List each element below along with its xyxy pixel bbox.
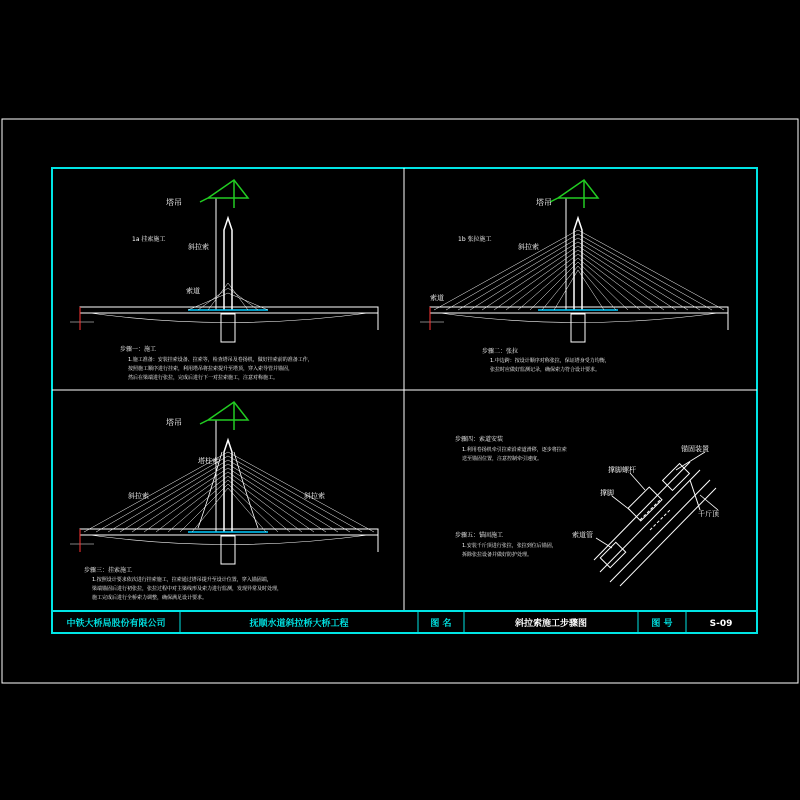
- stay-cable: [506, 254, 578, 310]
- stay-cable: [132, 468, 228, 532]
- crane-jib: [208, 180, 248, 198]
- p3-step-line-1: 1.按照设计要求依次进行挂索施工，拉索通过塔吊提升至设计位置，穿入锚固端，: [92, 577, 272, 583]
- crane-counter-jib: [200, 198, 208, 202]
- p2-step-title: 步骤二：张拉: [482, 348, 519, 355]
- p2-caption: 1b 张拉施工: [458, 236, 492, 243]
- stay-cable: [208, 283, 228, 310]
- stay-cable: [578, 246, 676, 310]
- p1-step-line-2: 按照施工顺序进行挂索，利用塔吊将拉索提升至塔顶，穿入索导管并锚固，: [128, 366, 294, 372]
- p3-step-line-3: 施工完成后进行全桥索力调整，确保满足设计要求。: [92, 595, 208, 601]
- stay-cable: [578, 238, 700, 310]
- stay-cable: [228, 283, 248, 310]
- p4-label-screw: 撑脚螺杆: [608, 466, 636, 474]
- drawing-number-label: 图 号: [651, 619, 673, 629]
- callout-pipe: [596, 538, 612, 548]
- stay-cable: [542, 266, 578, 310]
- pylon: [224, 218, 232, 310]
- stay-cable: [470, 242, 578, 310]
- crane-jib: [208, 402, 248, 420]
- stay-cable: [108, 460, 228, 532]
- stay-cable: [578, 242, 688, 310]
- drawing-number: S-09: [709, 619, 733, 629]
- p2-step-line-1: 1.中边跨：按设计顺序对称张拉，保证塔身受力均衡，: [490, 358, 610, 364]
- hanging-cable: [234, 452, 258, 528]
- panel-step-2: [420, 180, 728, 342]
- p1-step-line-1: 1.施工准备：安装挂索设备、拉索等，检查塔吊及卷扬机，做好挂索前的准备工作，: [128, 357, 313, 363]
- drawing-name: 斜拉索施工步骤图: [514, 619, 588, 629]
- p3-label-tower-cable: 塔柱索: [198, 457, 219, 465]
- pier: [221, 536, 235, 564]
- stay-cable: [494, 250, 578, 310]
- stay-cable: [482, 246, 578, 310]
- stay-cable: [144, 472, 228, 532]
- drawing-name-label: 图 名: [430, 619, 452, 629]
- p4-step1-title: 步骤四：索道安装: [455, 436, 504, 443]
- p3-step-line-2: 梁端锚固后进行初张拉，张拉过程中对主梁线形及索力进行监测，发现异常及时处理，: [92, 586, 283, 592]
- stay-cable: [156, 476, 228, 532]
- p1-label-cable: 斜拉索: [188, 243, 209, 251]
- p2-crane-label: 塔吊: [536, 198, 552, 207]
- crane-jib: [558, 180, 598, 198]
- stay-cable: [578, 254, 652, 310]
- p1-step-title: 步骤一：施工: [120, 346, 157, 353]
- stay-cable: [228, 472, 314, 532]
- p3-step-title: 步骤三：挂索施工: [84, 567, 133, 574]
- p4-label-jack: 千斤顶: [698, 510, 719, 518]
- stay-cable: [96, 456, 228, 532]
- project-name: 抚顺水道斜拉桥大桥工程: [249, 619, 349, 629]
- panel-step-1: [70, 180, 378, 342]
- p1-caption: 1a 挂索施工: [132, 236, 166, 243]
- stay-cable: [192, 488, 228, 532]
- stay-cable: [446, 234, 578, 310]
- stay-cable: [228, 476, 302, 532]
- panel-step-3: [70, 402, 378, 564]
- p1-label-track: 索道: [186, 287, 200, 295]
- crane-counter-jib: [200, 420, 208, 424]
- p4-step2-line-2: 拆除张拉设备并做好防护处理。: [462, 552, 533, 558]
- p3-label-cable-right: 斜拉索: [304, 492, 325, 500]
- callout-jack: [700, 495, 718, 510]
- p4-step1-line-2: 送至锚固位置，注意控制牵引速度。: [462, 456, 543, 462]
- p4-step2-title: 步骤五：锚固施工: [455, 532, 504, 539]
- p3-crane-label: 塔吊: [166, 418, 182, 427]
- anchor-detail-drawing: [594, 462, 716, 586]
- p1-step-line-3: 然后在梁端进行张拉，完成后进行下一对拉索施工，注意对称施工。: [128, 375, 279, 381]
- stay-cable: [578, 250, 664, 310]
- stay-cable: [578, 230, 724, 310]
- stay-cable: [228, 456, 362, 532]
- pier: [221, 314, 235, 342]
- p2-label-track: 索道: [430, 294, 444, 302]
- stay-cable: [578, 234, 712, 310]
- p4-label-anchor: 锚固装置: [681, 445, 709, 453]
- stay-cable: [228, 460, 350, 532]
- callout-anchor: [676, 452, 705, 470]
- pier: [571, 314, 585, 342]
- stay-cable: [434, 230, 578, 310]
- company-name: 中铁大桥局股份有限公司: [66, 619, 166, 629]
- p4-step1-line-1: 1.利用卷扬机牵引拉索沿索道滑移，逐步将拉索: [462, 447, 567, 453]
- p2-label-cable: 斜拉索: [518, 243, 539, 251]
- p4-label-leg: 撑脚: [600, 489, 614, 497]
- stay-cable: [228, 452, 374, 532]
- p1-crane-label: 塔吊: [166, 198, 182, 207]
- p4-label-pipe: 索道管: [572, 531, 593, 539]
- p3-label-cable-left: 斜拉索: [128, 492, 149, 500]
- callout-leg: [612, 496, 630, 510]
- stay-cable: [228, 468, 326, 532]
- callout-screw: [630, 473, 645, 490]
- p2-step-line-2: 张拉时应做好监测记录，确保索力符合设计要求。: [490, 367, 601, 373]
- p4-step2-line-1: 1.安装千斤顶进行张拉，张拉到位后锚固，: [462, 543, 557, 549]
